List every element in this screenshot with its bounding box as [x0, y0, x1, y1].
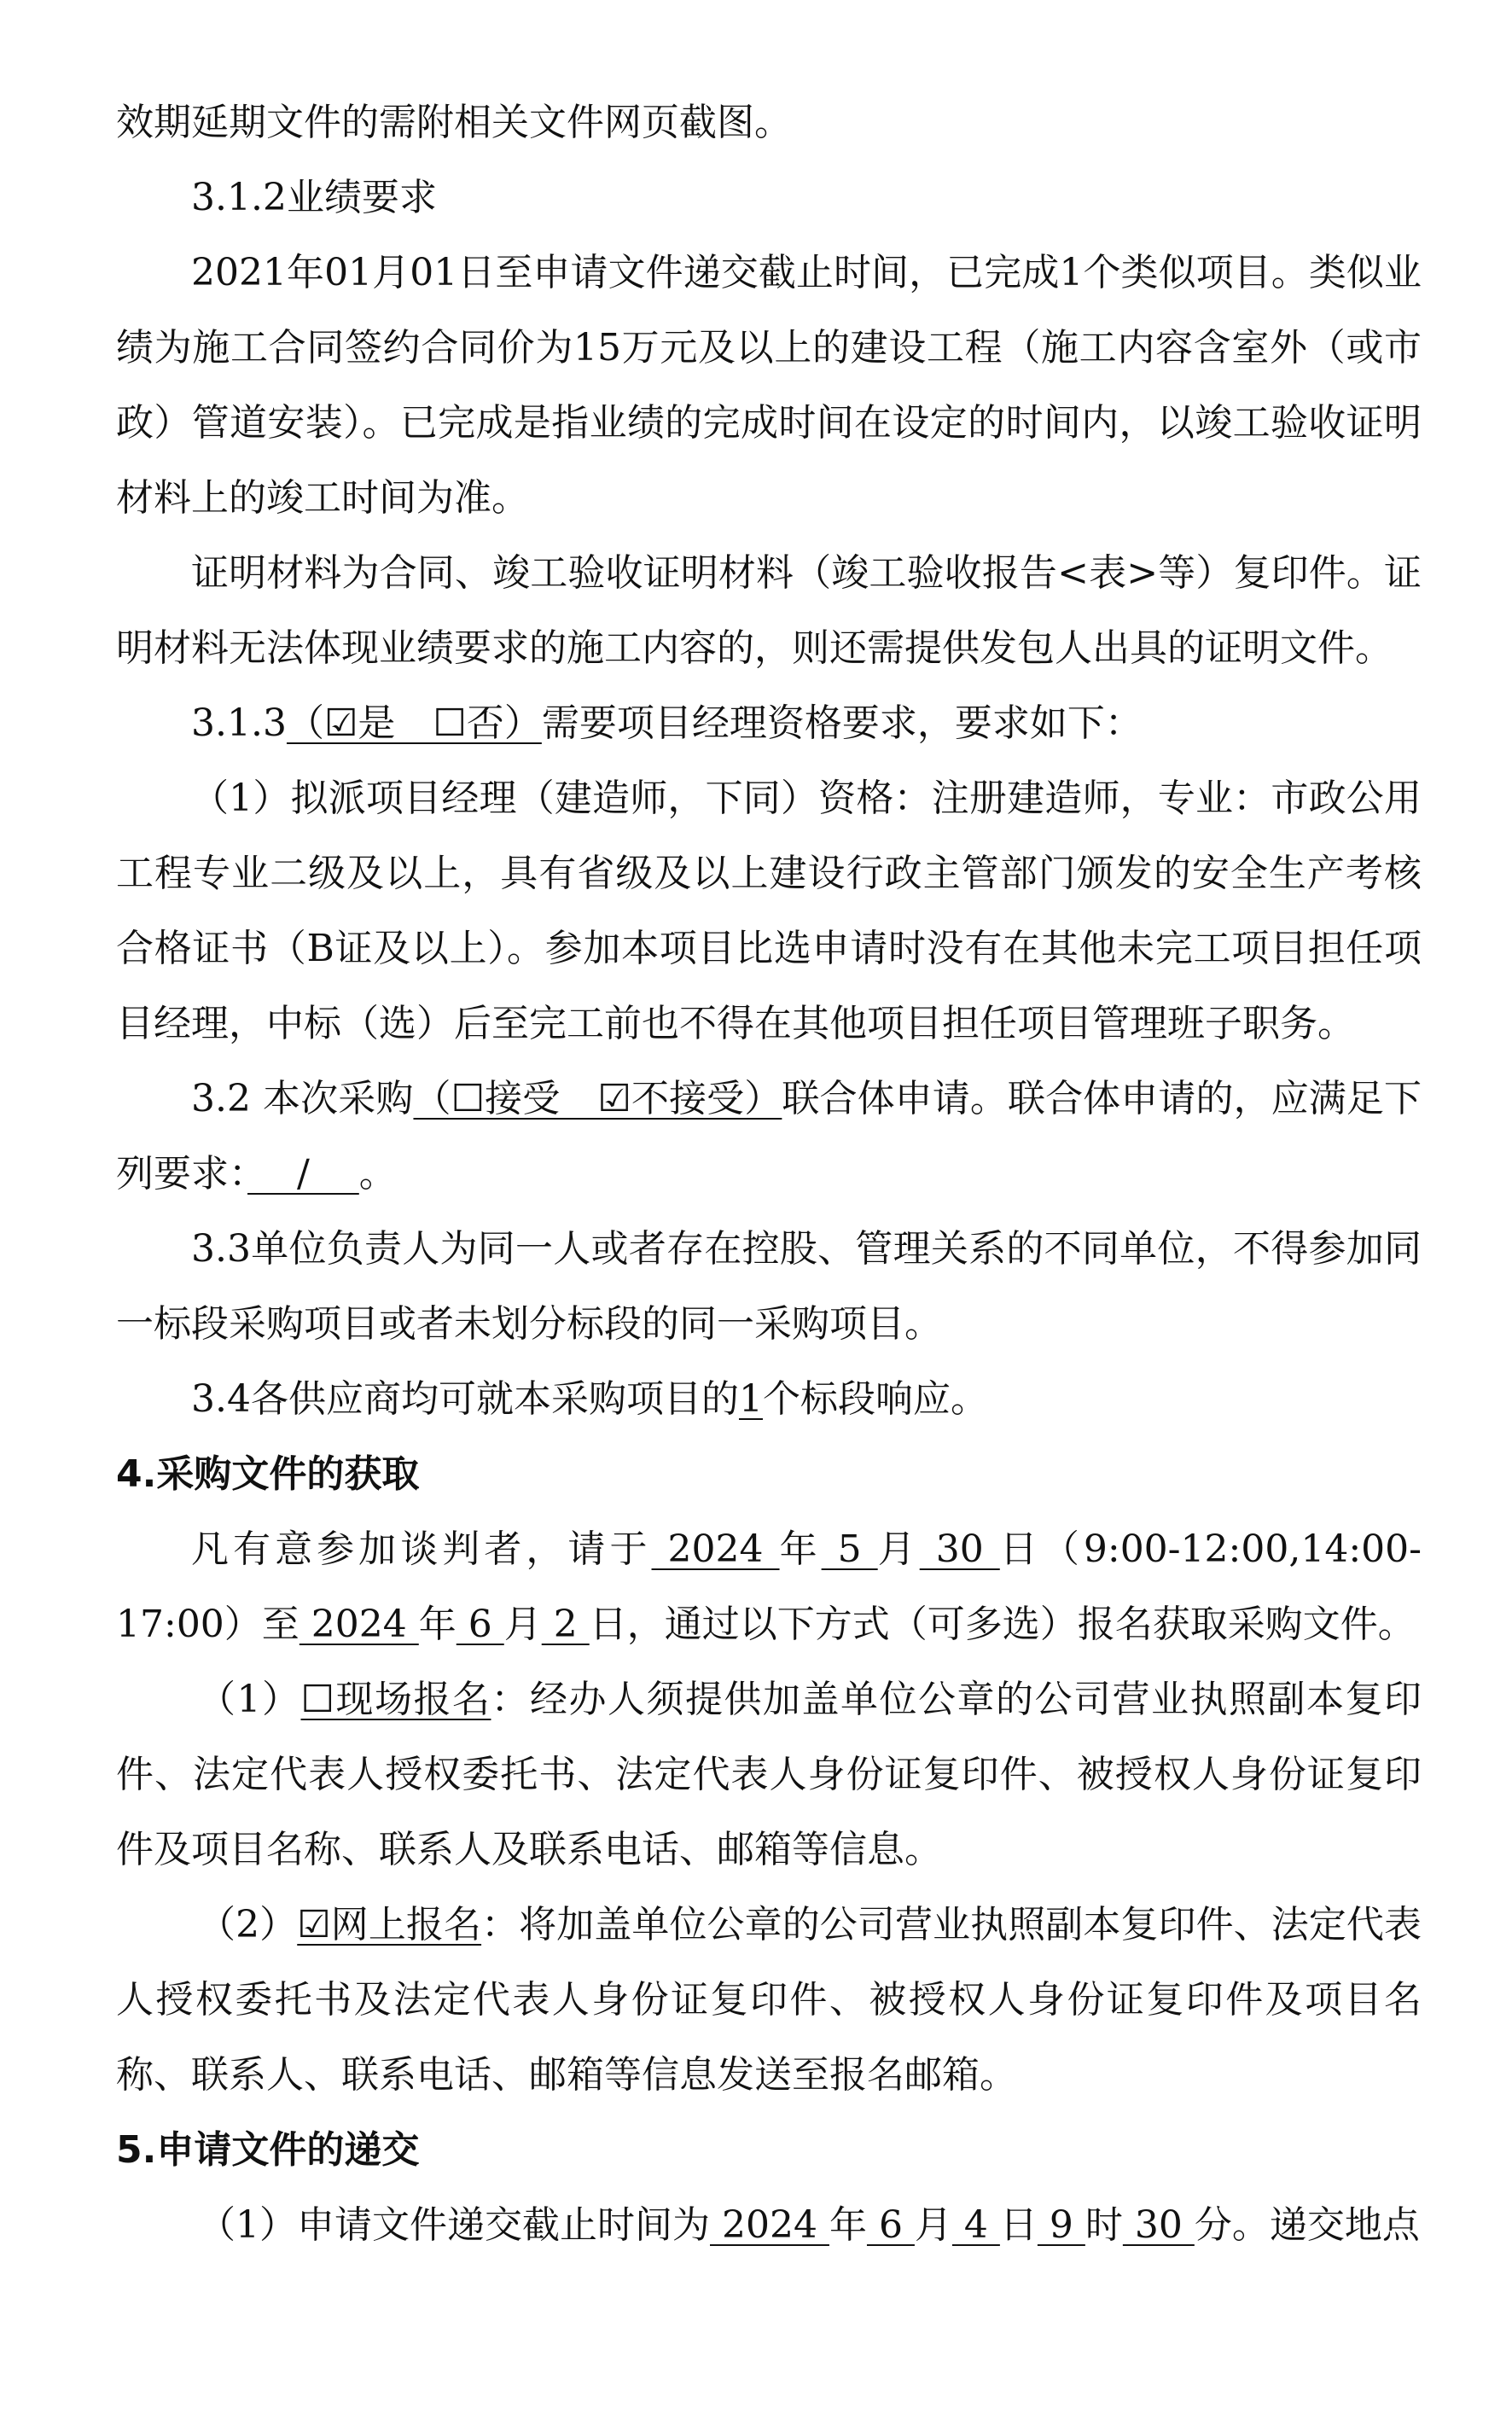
item-number: （1）	[198, 1678, 301, 1721]
text: 日（9:00-12:00,14:00-17:00）至	[116, 1527, 1422, 1646]
consortium-requirement-blank: /	[247, 1152, 359, 1196]
end-year: 2024	[299, 1603, 419, 1646]
section-3-4-suffix: 个标段响应。	[762, 1377, 988, 1421]
text: ：将加盖单位公章的公司营业执照副本复印件、法定代表人授权委托书及法定代表人身份证复印件、被授权人身份证复印件及项目名称、联系人、联系电话、邮箱等信息发送至报名邮箱。	[116, 1903, 1422, 2097]
pm-requirement-checkbox[interactable]: （☑是 ☐否）	[286, 701, 542, 745]
text: 分。递交地点	[1194, 2203, 1420, 2247]
text: 时	[1085, 2203, 1123, 2247]
start-year: 2024	[651, 1527, 780, 1571]
start-month: 5	[821, 1527, 878, 1571]
section-3-4	[116, 1362, 1422, 1437]
text: 月	[914, 2203, 952, 2247]
text: （1）申请文件递交截止时间为	[198, 2203, 710, 2247]
paragraph-registration-period	[116, 1512, 1422, 1662]
deadline-year: 2024	[710, 2203, 829, 2247]
onsite-registration-checkbox[interactable]: ☐现场报名	[300, 1678, 491, 1721]
end-month: 6	[456, 1603, 504, 1646]
section-3-1-2-title: 3.1.2业绩要求	[191, 176, 437, 219]
deadline-hour: 9	[1037, 2203, 1085, 2247]
deadline-day: 4	[951, 2203, 1000, 2247]
paragraph-performance-requirements: 2021年01月01日至申请文件递交截止时间，已完成1个类似项目。类似业绩为施工合同签约合同价为15万元及以上的建设工程（施工内容含室外（或市政）管道安装）。已完成是指业绩的完成时间在设定的时间内，以竣工验收证明材料上的竣工时间为准。	[116, 251, 1422, 520]
period: 。	[358, 1152, 397, 1196]
section-3-2-consortium	[116, 1062, 1422, 1212]
paragraph-onsite-registration	[116, 1662, 1422, 1888]
text: 年	[779, 1527, 822, 1571]
section-3-1-3	[116, 686, 1422, 761]
online-registration-checkbox[interactable]: ☑网上报名	[297, 1903, 482, 1946]
text: 年	[829, 2203, 867, 2247]
heading-5-submission: 5.申请文件的递交	[116, 2128, 420, 2172]
text: 日，通过以下方式（可多选）报名获取采购文件。	[589, 1603, 1416, 1646]
text: 凡有意参加谈判者，请于	[191, 1527, 652, 1571]
paragraph-proof-materials: 证明材料为合同、竣工验收证明材料（竣工验收报告<表>等）复印件。证明材料无法体现业绩要求的施工内容的，则还需提供发包人出具的证明文件。	[116, 551, 1422, 670]
end-day: 2	[541, 1603, 590, 1646]
paragraph-continuation: 效期延期文件的需附相关文件网页截图。	[116, 101, 792, 144]
section-number: 3.1.3	[191, 701, 287, 745]
section-3-2-text: 联合体申请。联合体申请的，应满足下列要求：	[116, 1077, 1422, 1196]
section-3-4-text: 3.4各供应商均可就本采购项目的	[191, 1377, 739, 1421]
paragraph-project-manager-qualification: （1）拟派项目经理（建造师，下同）资格：注册建造师，专业：市政公用工程专业二级及以上，具有省级及以上建设行政主管部门颁发的安全生产考核合格证书（B证及以上）。参加本项目比选申请时没有在其他未完工项目担任项目经理，中标（选）后至完工前也不得在其他项目担任项目管理班子职务。	[116, 777, 1422, 1045]
section-3-2-label: 3.2 本次采购	[191, 1077, 414, 1120]
text: 月	[877, 1527, 920, 1571]
lot-count: 1	[738, 1377, 763, 1421]
paragraph-submission-deadline	[116, 2188, 1422, 2263]
item-number: （2）	[198, 1903, 298, 1946]
heading-4-obtain-documents: 4.采购文件的获取	[116, 1452, 420, 1496]
consortium-checkbox[interactable]: （☐接受 ☑不接受）	[413, 1077, 782, 1120]
start-day: 30	[919, 1527, 1000, 1571]
text: 月	[503, 1603, 542, 1646]
text: ：经办人须提供加盖单位公章的公司营业执照副本复印件、法定代表人授权委托书、法定代表人身份证复印件、被授权人身份证复印件及项目名称、联系人及联系电话、邮箱等信息。	[116, 1678, 1422, 1871]
paragraph-online-registration	[116, 1888, 1422, 2113]
section-3-1-3-text: 需要项目经理资格要求，要求如下：	[541, 701, 1143, 745]
section-3-3: 3.3单位负责人为同一人或者存在控股、管理关系的不同单位，不得参加同一标段采购项目或者未划分标段的同一采购项目。	[116, 1227, 1422, 1346]
text: 日	[999, 2203, 1038, 2247]
deadline-month: 6	[866, 2203, 915, 2247]
text: 年	[418, 1603, 457, 1646]
deadline-minute: 30	[1122, 2203, 1195, 2247]
